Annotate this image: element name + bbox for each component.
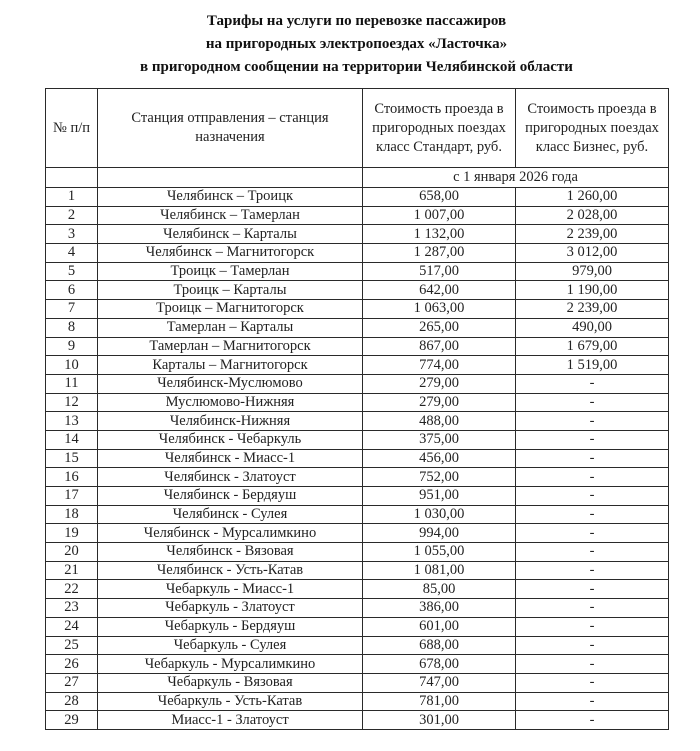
station-cell: Тамерлан – Магнитогорск bbox=[98, 337, 363, 356]
table-row bbox=[46, 318, 669, 337]
station-cell: Челябинск - Миасс-1 bbox=[98, 449, 363, 468]
station-cell: Чебаркуль - Вязовая bbox=[98, 673, 363, 692]
station-cell: Чебаркуль - Мурсалимкино bbox=[98, 655, 363, 674]
standard-price-cell: 601,00 bbox=[363, 617, 516, 636]
table-row bbox=[46, 262, 669, 281]
station-cell: Челябинск - Сулея bbox=[98, 505, 363, 524]
row-number-cell: 2 bbox=[46, 206, 98, 225]
document-title bbox=[45, 10, 668, 79]
station-cell: Чебаркуль - Сулея bbox=[98, 636, 363, 655]
station-cell: Челябинск – Магнитогорск bbox=[98, 244, 363, 263]
station-cell: Челябинск-Нижняя bbox=[98, 412, 363, 431]
station-cell: Чебаркуль - Бердяуш bbox=[98, 617, 363, 636]
business-price-cell: - bbox=[516, 692, 669, 711]
business-price-cell: 2 239,00 bbox=[516, 300, 669, 319]
business-price-cell: - bbox=[516, 673, 669, 692]
standard-price-cell: 301,00 bbox=[363, 711, 516, 730]
station-cell: Челябинск - Вязовая bbox=[98, 543, 363, 562]
business-price-cell: 2 028,00 bbox=[516, 206, 669, 225]
business-price-cell: 1 190,00 bbox=[516, 281, 669, 300]
standard-price-cell: 279,00 bbox=[363, 393, 516, 412]
table-row bbox=[46, 393, 669, 412]
row-number-cell: 7 bbox=[46, 300, 98, 319]
row-number-cell: 9 bbox=[46, 337, 98, 356]
row-number-cell: 22 bbox=[46, 580, 98, 599]
business-price-cell: - bbox=[516, 636, 669, 655]
row-number-cell: 25 bbox=[46, 636, 98, 655]
business-price-cell: 2 239,00 bbox=[516, 225, 669, 244]
business-price-cell: - bbox=[516, 393, 669, 412]
row-number-cell: 14 bbox=[46, 430, 98, 449]
standard-price-cell: 1 063,00 bbox=[363, 300, 516, 319]
business-price-cell: - bbox=[516, 430, 669, 449]
row-number-cell: 26 bbox=[46, 655, 98, 674]
standard-price-cell: 1 287,00 bbox=[363, 244, 516, 263]
row-number-cell: 11 bbox=[46, 374, 98, 393]
row-number-cell: 27 bbox=[46, 673, 98, 692]
row-number-cell: 4 bbox=[46, 244, 98, 263]
title-line-1: Тарифы на услуги по перевозке пассажиров bbox=[206, 13, 507, 29]
station-cell: Чебаркуль - Усть-Катав bbox=[98, 692, 363, 711]
subheader-empty-station bbox=[98, 168, 363, 188]
table-row bbox=[46, 449, 669, 468]
table-row bbox=[46, 206, 669, 225]
business-price-cell: - bbox=[516, 524, 669, 543]
table-row bbox=[46, 543, 669, 562]
business-price-cell: - bbox=[516, 374, 669, 393]
title-line-3: в пригородном сообщении на территории Челябинской области bbox=[140, 59, 573, 75]
row-number-cell: 6 bbox=[46, 281, 98, 300]
table-row bbox=[46, 337, 669, 356]
row-number-cell: 29 bbox=[46, 711, 98, 730]
standard-price-cell: 1 081,00 bbox=[363, 561, 516, 580]
standard-price-cell: 1 007,00 bbox=[363, 206, 516, 225]
standard-price-cell: 994,00 bbox=[363, 524, 516, 543]
table-row bbox=[46, 356, 669, 375]
table-row bbox=[46, 673, 669, 692]
header-business-class: Стоимость проезда в пригородных поездах класс Бизнес, руб. bbox=[516, 89, 669, 168]
row-number-cell: 17 bbox=[46, 487, 98, 506]
table-row bbox=[46, 617, 669, 636]
subheader-empty-num bbox=[46, 168, 98, 188]
tariff-table-body bbox=[46, 188, 669, 730]
table-row bbox=[46, 412, 669, 431]
station-cell: Челябинск - Златоуст bbox=[98, 468, 363, 487]
row-number-cell: 12 bbox=[46, 393, 98, 412]
table-row bbox=[46, 430, 669, 449]
business-price-cell: - bbox=[516, 449, 669, 468]
business-price-cell: - bbox=[516, 561, 669, 580]
row-number-cell: 28 bbox=[46, 692, 98, 711]
row-number-cell: 16 bbox=[46, 468, 98, 487]
business-price-cell: 1 519,00 bbox=[516, 356, 669, 375]
row-number-cell: 20 bbox=[46, 543, 98, 562]
station-cell: Муслюмово-Нижняя bbox=[98, 393, 363, 412]
subheader-effective-date: с 1 января 2026 года bbox=[363, 168, 669, 188]
business-price-cell: - bbox=[516, 580, 669, 599]
station-cell: Тамерлан – Карталы bbox=[98, 318, 363, 337]
standard-price-cell: 517,00 bbox=[363, 262, 516, 281]
table-row bbox=[46, 505, 669, 524]
station-cell: Челябинск - Усть-Катав bbox=[98, 561, 363, 580]
station-cell: Челябинск - Мурсалимкино bbox=[98, 524, 363, 543]
table-row bbox=[46, 300, 669, 319]
table-row bbox=[46, 281, 669, 300]
table-row bbox=[46, 244, 669, 263]
station-cell: Челябинск – Троицк bbox=[98, 188, 363, 207]
standard-price-cell: 752,00 bbox=[363, 468, 516, 487]
station-cell: Челябинск – Тамерлан bbox=[98, 206, 363, 225]
row-number-cell: 21 bbox=[46, 561, 98, 580]
row-number-cell: 18 bbox=[46, 505, 98, 524]
standard-price-cell: 951,00 bbox=[363, 487, 516, 506]
standard-price-cell: 678,00 bbox=[363, 655, 516, 674]
row-number-cell: 10 bbox=[46, 356, 98, 375]
station-cell: Карталы – Магнитогорск bbox=[98, 356, 363, 375]
table-row bbox=[46, 374, 669, 393]
station-cell: Чебаркуль - Златоуст bbox=[98, 599, 363, 618]
title-line-2: на пригородных электропоездах «Ласточка» bbox=[205, 36, 508, 52]
business-price-cell: - bbox=[516, 599, 669, 618]
business-price-cell: 1 260,00 bbox=[516, 188, 669, 207]
standard-price-cell: 386,00 bbox=[363, 599, 516, 618]
header-standard-class: Стоимость проезда в пригородных поездах класс Стандарт, руб. bbox=[363, 89, 516, 168]
business-price-cell: - bbox=[516, 543, 669, 562]
row-number-cell: 3 bbox=[46, 225, 98, 244]
row-number-cell: 5 bbox=[46, 262, 98, 281]
standard-price-cell: 1 030,00 bbox=[363, 505, 516, 524]
station-cell: Троицк – Тамерлан bbox=[98, 262, 363, 281]
table-row bbox=[46, 711, 669, 730]
station-cell: Челябинск – Карталы bbox=[98, 225, 363, 244]
header-row-number: № п/п bbox=[46, 89, 98, 168]
table-subheader-row bbox=[46, 168, 669, 188]
row-number-cell: 8 bbox=[46, 318, 98, 337]
table-row bbox=[46, 636, 669, 655]
table-row bbox=[46, 188, 669, 207]
table-row bbox=[46, 580, 669, 599]
standard-price-cell: 774,00 bbox=[363, 356, 516, 375]
station-cell: Челябинск - Бердяуш bbox=[98, 487, 363, 506]
business-price-cell: 979,00 bbox=[516, 262, 669, 281]
station-cell: Троицк – Карталы bbox=[98, 281, 363, 300]
business-price-cell: - bbox=[516, 711, 669, 730]
table-header-row bbox=[46, 89, 669, 168]
business-price-cell: 1 679,00 bbox=[516, 337, 669, 356]
station-cell: Троицк – Магнитогорск bbox=[98, 300, 363, 319]
standard-price-cell: 747,00 bbox=[363, 673, 516, 692]
row-number-cell: 19 bbox=[46, 524, 98, 543]
business-price-cell: - bbox=[516, 505, 669, 524]
business-price-cell: - bbox=[516, 655, 669, 674]
row-number-cell: 15 bbox=[46, 449, 98, 468]
table-row bbox=[46, 655, 669, 674]
standard-price-cell: 1 132,00 bbox=[363, 225, 516, 244]
row-number-cell: 1 bbox=[46, 188, 98, 207]
standard-price-cell: 658,00 bbox=[363, 188, 516, 207]
station-cell: Челябинск-Муслюмово bbox=[98, 374, 363, 393]
table-row bbox=[46, 225, 669, 244]
table-row bbox=[46, 468, 669, 487]
table-row bbox=[46, 487, 669, 506]
station-cell: Чебаркуль - Миасс-1 bbox=[98, 580, 363, 599]
row-number-cell: 23 bbox=[46, 599, 98, 618]
standard-price-cell: 265,00 bbox=[363, 318, 516, 337]
tariff-table bbox=[45, 88, 669, 730]
business-price-cell: 3 012,00 bbox=[516, 244, 669, 263]
standard-price-cell: 488,00 bbox=[363, 412, 516, 431]
standard-price-cell: 456,00 bbox=[363, 449, 516, 468]
standard-price-cell: 1 055,00 bbox=[363, 543, 516, 562]
table-row bbox=[46, 599, 669, 618]
table-row bbox=[46, 524, 669, 543]
standard-price-cell: 867,00 bbox=[363, 337, 516, 356]
business-price-cell: - bbox=[516, 487, 669, 506]
standard-price-cell: 781,00 bbox=[363, 692, 516, 711]
station-cell: Миасс-1 - Златоуст bbox=[98, 711, 363, 730]
standard-price-cell: 375,00 bbox=[363, 430, 516, 449]
table-row bbox=[46, 561, 669, 580]
business-price-cell: - bbox=[516, 617, 669, 636]
row-number-cell: 24 bbox=[46, 617, 98, 636]
business-price-cell: - bbox=[516, 468, 669, 487]
station-cell: Челябинск - Чебаркуль bbox=[98, 430, 363, 449]
row-number-cell: 13 bbox=[46, 412, 98, 431]
table-row bbox=[46, 692, 669, 711]
business-price-cell: - bbox=[516, 412, 669, 431]
business-price-cell: 490,00 bbox=[516, 318, 669, 337]
standard-price-cell: 85,00 bbox=[363, 580, 516, 599]
standard-price-cell: 688,00 bbox=[363, 636, 516, 655]
standard-price-cell: 642,00 bbox=[363, 281, 516, 300]
header-station: Станция отправления – станция назначения bbox=[98, 89, 363, 168]
standard-price-cell: 279,00 bbox=[363, 374, 516, 393]
